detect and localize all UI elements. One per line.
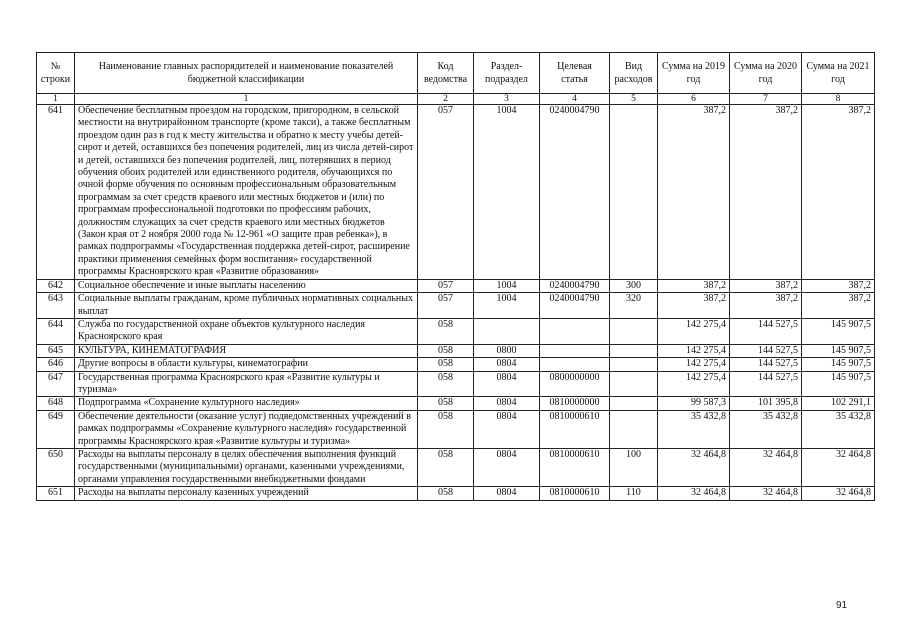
row-dept-code: 058 [418, 397, 474, 410]
column-number: 3 [474, 94, 540, 105]
row-sum-2021: 387,2 [802, 105, 875, 280]
row-sum-2021: 387,2 [802, 293, 875, 319]
row-number: 650 [37, 448, 75, 486]
row-section: 0804 [474, 448, 540, 486]
row-sum-2020: 144 527,5 [730, 344, 802, 357]
table-row [37, 279, 875, 292]
row-sum-2021: 35 432,8 [802, 410, 875, 448]
row-dept-code: 058 [418, 344, 474, 357]
row-target: 0240004790 [540, 105, 610, 280]
row-section: 0804 [474, 487, 540, 500]
row-sum-2021: 145 907,5 [802, 371, 875, 397]
row-section: 1004 [474, 105, 540, 280]
row-sum-2020: 387,2 [730, 279, 802, 292]
row-number: 641 [37, 105, 75, 280]
column-number-row [37, 94, 875, 105]
row-name: Расходы на выплаты персоналу казенных учреждений [75, 487, 418, 500]
table-row [37, 397, 875, 410]
row-section: 0800 [474, 344, 540, 357]
row-name: Другие вопросы в области культуры, кинематографии [75, 358, 418, 371]
row-sum-2019: 142 275,4 [658, 371, 730, 397]
table-row [37, 371, 875, 397]
row-name: Государственная программа Красноярского края «Развитие культуры и туризма» [75, 371, 418, 397]
row-name: Социальное обеспечение и иные выплаты населению [75, 279, 418, 292]
row-expense-type [610, 105, 658, 280]
row-number: 651 [37, 487, 75, 500]
row-target: 0810000610 [540, 487, 610, 500]
row-section: 0804 [474, 410, 540, 448]
table-row [37, 105, 875, 280]
column-number: 1 [37, 94, 75, 105]
row-target [540, 358, 610, 371]
row-target: 0810000610 [540, 448, 610, 486]
column-number: 6 [658, 94, 730, 105]
header-name: Наименование главных распорядителей и наименование показателей бюджетной классификации [75, 53, 418, 94]
row-number: 648 [37, 397, 75, 410]
row-target: 0810000610 [540, 410, 610, 448]
row-sum-2020: 144 527,5 [730, 358, 802, 371]
row-dept-code: 057 [418, 293, 474, 319]
row-dept-code: 058 [418, 358, 474, 371]
row-sum-2020: 144 527,5 [730, 371, 802, 397]
page-number: 91 [836, 600, 848, 611]
row-sum-2020: 35 432,8 [730, 410, 802, 448]
row-sum-2021: 145 907,5 [802, 318, 875, 344]
row-sum-2020: 387,2 [730, 105, 802, 280]
row-number: 645 [37, 344, 75, 357]
row-dept-code: 058 [418, 371, 474, 397]
row-section [474, 318, 540, 344]
row-section: 1004 [474, 279, 540, 292]
row-target: 0800000000 [540, 371, 610, 397]
row-name: Служба по государственной охране объектов культурного наследия Красноярского края [75, 318, 418, 344]
row-sum-2019: 142 275,4 [658, 358, 730, 371]
row-number: 643 [37, 293, 75, 319]
header-sum-2021: Сумма на 2021 год [802, 53, 875, 94]
row-number: 647 [37, 371, 75, 397]
header-row-no: № строки [37, 53, 75, 94]
row-dept-code: 057 [418, 279, 474, 292]
row-number: 644 [37, 318, 75, 344]
row-number: 649 [37, 410, 75, 448]
header-sum-2020: Сумма на 2020 год [730, 53, 802, 94]
row-target [540, 318, 610, 344]
row-sum-2019: 142 275,4 [658, 344, 730, 357]
row-section: 0804 [474, 371, 540, 397]
row-dept-code: 058 [418, 487, 474, 500]
table-row [37, 293, 875, 319]
table-row [37, 318, 875, 344]
row-section: 0804 [474, 358, 540, 371]
row-dept-code: 058 [418, 410, 474, 448]
row-expense-type [610, 371, 658, 397]
row-sum-2019: 32 464,8 [658, 487, 730, 500]
row-expense-type [610, 318, 658, 344]
column-number: 7 [730, 94, 802, 105]
table-body [37, 105, 875, 501]
row-sum-2020: 144 527,5 [730, 318, 802, 344]
row-dept-code: 058 [418, 318, 474, 344]
row-name: КУЛЬТУРА, КИНЕМАТОГРАФИЯ [75, 344, 418, 357]
row-expense-type: 320 [610, 293, 658, 319]
header-target: Целевая статья [540, 53, 610, 94]
column-number: 5 [610, 94, 658, 105]
row-sum-2021: 102 291,1 [802, 397, 875, 410]
row-expense-type: 110 [610, 487, 658, 500]
header-row [37, 53, 875, 94]
budget-table [36, 52, 875, 501]
row-sum-2020: 32 464,8 [730, 448, 802, 486]
header-dept-code: Код ведомства [418, 53, 474, 94]
row-sum-2019: 387,2 [658, 293, 730, 319]
row-number: 646 [37, 358, 75, 371]
table-row [37, 487, 875, 500]
row-sum-2020: 32 464,8 [730, 487, 802, 500]
row-target [540, 344, 610, 357]
table-row [37, 358, 875, 371]
row-target: 0240004790 [540, 293, 610, 319]
row-section: 1004 [474, 293, 540, 319]
row-sum-2019: 387,2 [658, 105, 730, 280]
row-sum-2021: 32 464,8 [802, 448, 875, 486]
row-sum-2019: 142 275,4 [658, 318, 730, 344]
row-name: Социальные выплаты гражданам, кроме публичных нормативных социальных выплат [75, 293, 418, 319]
row-target: 0240004790 [540, 279, 610, 292]
row-name: Расходы на выплаты персоналу в целях обеспечения выполнения функций государственными (муниципальными) органами, казенными учреждениями, органами управления государственными внебюджетными фондами [75, 448, 418, 486]
row-sum-2020: 387,2 [730, 293, 802, 319]
table-row [37, 410, 875, 448]
column-number: 1 [75, 94, 418, 105]
row-sum-2019: 99 587,3 [658, 397, 730, 410]
row-dept-code: 057 [418, 105, 474, 280]
row-number: 642 [37, 279, 75, 292]
row-expense-type: 100 [610, 448, 658, 486]
row-section: 0804 [474, 397, 540, 410]
row-sum-2021: 145 907,5 [802, 344, 875, 357]
row-sum-2021: 387,2 [802, 279, 875, 292]
row-name: Обеспечение деятельности (оказание услуг) подведомственных учреждений в рамках подпрограммы «Сохранение культурного наследия» государственной программы Красноярского края «Развитие культуры и туризма» [75, 410, 418, 448]
column-number: 8 [802, 94, 875, 105]
header-sum-2019: Сумма на 2019 год [658, 53, 730, 94]
row-expense-type [610, 344, 658, 357]
row-expense-type: 300 [610, 279, 658, 292]
column-number: 4 [540, 94, 610, 105]
table-row [37, 448, 875, 486]
row-dept-code: 058 [418, 448, 474, 486]
row-sum-2019: 32 464,8 [658, 448, 730, 486]
header-section: Раздел-подраздел [474, 53, 540, 94]
column-number: 2 [418, 94, 474, 105]
row-sum-2021: 145 907,5 [802, 358, 875, 371]
row-expense-type [610, 410, 658, 448]
row-sum-2019: 35 432,8 [658, 410, 730, 448]
table-row [37, 344, 875, 357]
row-sum-2021: 32 464,8 [802, 487, 875, 500]
row-name: Обеспечение бесплатным проездом на городском, пригородном, в сельской местности на внутрирайонном транспорте (кроме такси), а также бесплатным проездом один раз в год к месту жительства и обратно к месту учебы детей-сирот и детей, оставшихся без попечения родителей, лиц из числа детей-сирот и детей, оставшихся без попечения родителей, лиц, потерявших в период обучения обоих родителей или единственного родителя, обучающихся по очной форме обучения по основным профессиональным образовательным программам за счет средств краевого или местных бюджетов и (или) по программам профессиональной подготовки по профессиям рабочих, должностям служащих за счет средств краевого или местных бюджетов (Закон края от 2 ноября 2000 года № 12-961 «О защите прав ребенка»), в рамках подпрограммы «Государственная поддержка детей-сирот, расширение практики применения семейных форм воспитания» государственной программы Красноярского края «Развитие образования» [75, 105, 418, 280]
row-sum-2019: 387,2 [658, 279, 730, 292]
header-expense-type: Вид расходов [610, 53, 658, 94]
row-name: Подпрограмма «Сохранение культурного наследия» [75, 397, 418, 410]
row-sum-2020: 101 395,8 [730, 397, 802, 410]
row-expense-type [610, 358, 658, 371]
row-target: 0810000000 [540, 397, 610, 410]
row-expense-type [610, 397, 658, 410]
